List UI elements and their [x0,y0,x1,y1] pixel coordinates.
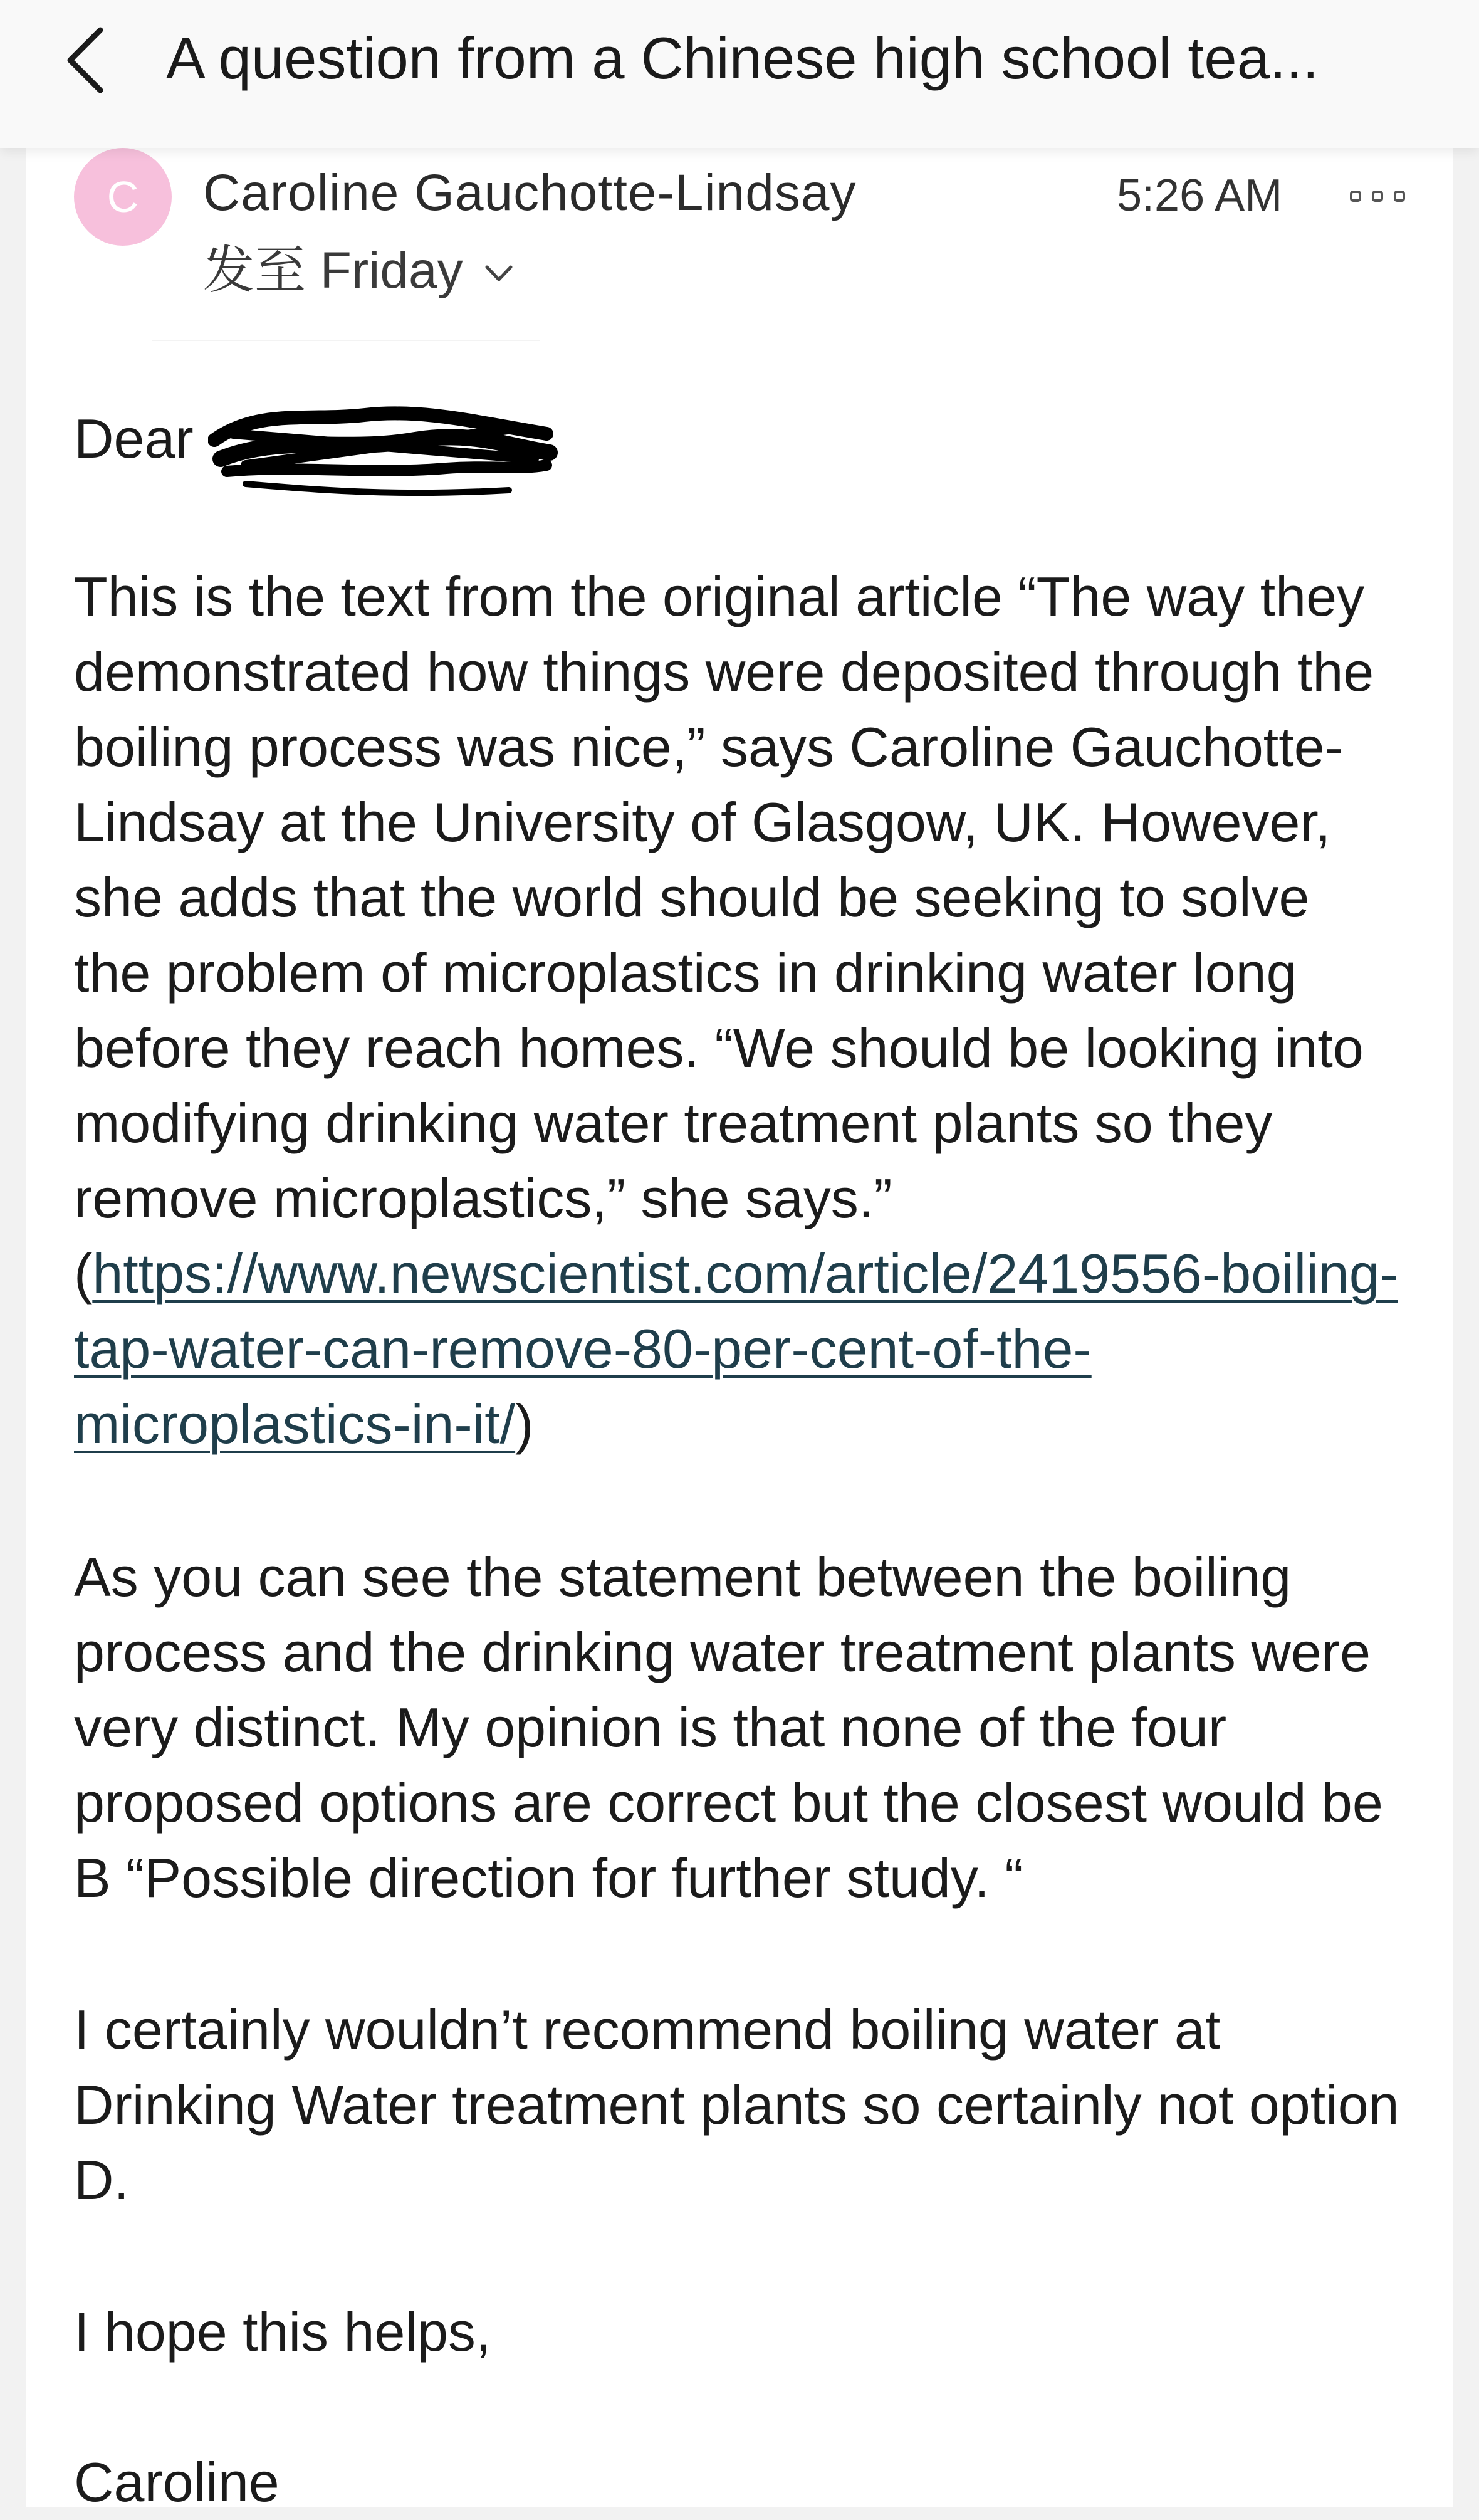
article-link[interactable]: https://www.newscientist.com/article/2419556-boiling- [92,1242,1398,1305]
body-paragraph-recommendation [74,1992,1428,2218]
body-line: Lindsay at the University of Glasgow, UK. However, [74,791,1331,853]
body-line: Drinking Water treatment plants so certainly not option [74,2074,1399,2136]
body-line: proposed options are correct but the closest would be [74,1772,1383,1834]
body-line: very distinct. My opinion is that none of the four [74,1696,1227,1758]
sender-name[interactable]: Caroline Gauchotte-Lindsay [203,164,857,221]
body-line: she adds that the world should be seeking to solve [74,866,1310,928]
link-line [74,1387,1428,1462]
signature-line [74,2445,1428,2520]
sender-avatar[interactable]: C [74,148,172,246]
back-chevron-icon[interactable] [56,23,119,98]
more-options-icon[interactable] [1346,181,1409,212]
redaction-scribble [208,396,559,503]
body-line: As you can see the statement between the boiling [74,1546,1292,1608]
body-line: I certainly wouldn’t recommend boiling water at [74,1998,1221,2061]
header-divider [152,340,540,341]
greeting-text: Dear [74,407,194,470]
link-line [74,1311,1428,1387]
email-subject-title: A question from a Chinese high school tea... [166,25,1319,91]
link-open-paren: ( [74,1242,93,1305]
article-link[interactable]: microplastics-in-it/ [74,1393,516,1455]
chevron-down-icon [481,258,517,290]
body-line: the problem of microplastics in drinking water long [74,942,1297,1004]
body-line: modifying drinking water treatment plants so they [74,1092,1273,1154]
recipient-dropdown[interactable] [203,241,517,301]
body-line: boiling process was nice,” says Caroline Gauchotte- [74,716,1343,778]
body-line: process and the drinking water treatment plants were [74,1621,1371,1683]
sent-time: 5:26 AM [1117,171,1283,221]
recipient-label: 发至 Friday [203,242,463,299]
body-line: This is the text from the original article “The way they [74,565,1365,627]
link-close-paren: ) [515,1393,534,1455]
body-line: demonstrated how things were deposited through the [74,641,1374,703]
article-link[interactable]: tap-water-can-remove-80-per-cent-of-the- [74,1318,1092,1380]
email-message-card [26,148,1453,2513]
body-paragraph-opinion [74,1540,1428,1916]
body-line: D. [74,2149,129,2211]
signature-text: Caroline [74,2451,280,2513]
closing-line [74,2294,1428,2370]
body-line: before they reach homes. “We should be looking into [74,1017,1364,1079]
link-line [74,1236,1428,1311]
body-line: B “Possible direction for further study. “ [74,1847,1023,1909]
top-bar [0,0,1479,148]
body-paragraph-quote [74,559,1428,1462]
body-line: remove microplastics,” she says.” [74,1167,892,1229]
closing-text: I hope this helps, [74,2301,491,2363]
